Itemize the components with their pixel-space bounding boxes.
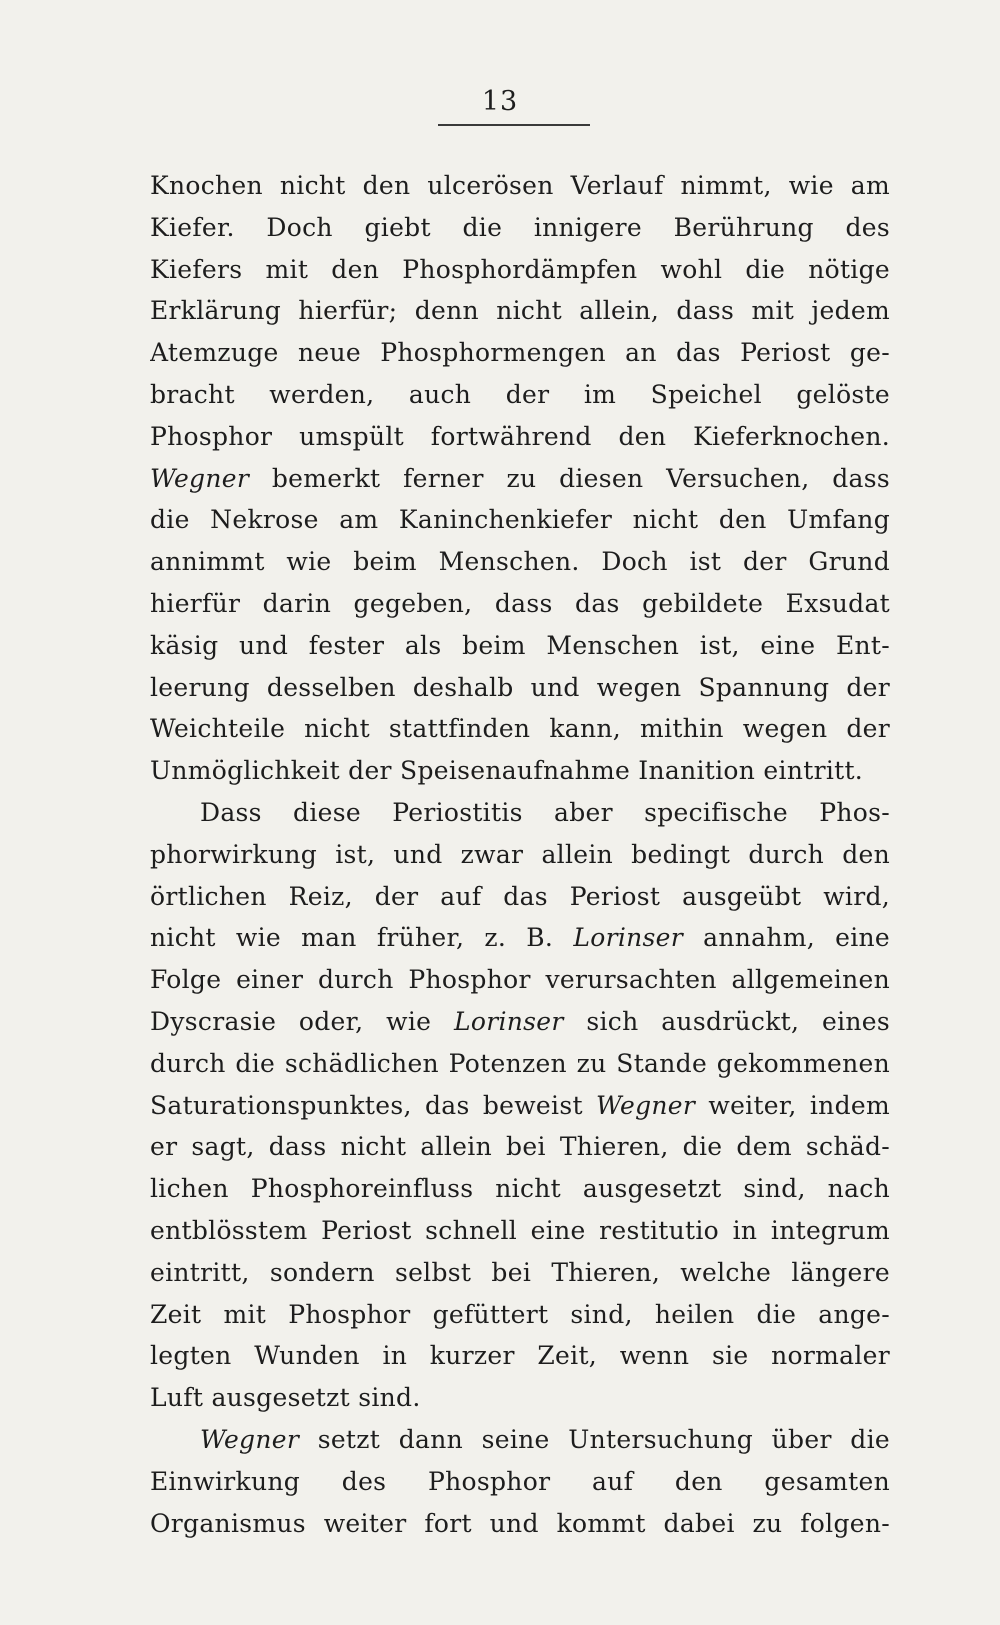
text-segment: lichen Phosphoreinfluss nicht ausgesetzt sind, nach (150, 1174, 890, 1204)
text-line (150, 1085, 890, 1127)
text-segment: durch die schädlichen Potenzen zu Stande gekommenen (150, 1048, 890, 1078)
text-line (150, 1001, 890, 1043)
text-line (150, 583, 890, 625)
text-line (150, 1126, 890, 1168)
text-line (150, 792, 890, 834)
text-line (150, 1419, 890, 1461)
text-segment: sich ausdrückt, eines (563, 1006, 890, 1036)
text-segment: Zeit mit Phosphor gefüttert sind, heilen die ange- (150, 1299, 890, 1329)
text-segment: bracht werden, auch der im Speichel gelöste (150, 379, 890, 409)
page-number: 13 (481, 86, 519, 117)
text-segment: Phosphor umspült fortwährend den Kieferknochen. (150, 421, 890, 451)
text-segment: örtlichen Reiz, der auf das Periost ausgeübt wird, (150, 881, 890, 911)
text-segment: legten Wunden in kurzer Zeit, wenn sie normaler (150, 1341, 890, 1371)
text-line (150, 708, 890, 750)
text-line (150, 374, 890, 416)
body-text (150, 165, 890, 1544)
text-line (150, 332, 890, 374)
text-segment: annimmt wie beim Menschen. Doch ist der Grund (150, 547, 890, 577)
text-line (150, 959, 890, 1001)
text-line (150, 1252, 890, 1294)
text-line (150, 1461, 890, 1503)
text-segment: Unmöglichkeit der Speisenaufnahme Inanition eintritt. (150, 756, 864, 786)
text-segment: käsig und fester als beim Menschen ist, eine Ent- (150, 630, 890, 660)
text-line (150, 499, 890, 541)
text-line (150, 667, 890, 709)
text-segment: Atemzuge neue Phosphormengen an das Periost ge- (150, 338, 890, 368)
text-line (150, 1503, 890, 1545)
text-line (150, 625, 890, 667)
text-line (150, 165, 890, 207)
text-line (150, 290, 890, 332)
text-segment: hierfür darin gegeben, dass das gebildete Exsudat (150, 588, 890, 618)
text-line (150, 416, 890, 458)
text-line (150, 917, 890, 959)
text-segment: er sagt, dass nicht allein bei Thieren, die dem schäd- (150, 1132, 890, 1162)
text-line (150, 876, 890, 918)
text-segment: Kiefers mit den Phosphordämpfen wohl die nötige (150, 254, 890, 284)
text-line (150, 1294, 890, 1336)
text-line (150, 834, 890, 876)
text-segment: die Nekrose am Kaninchenkiefer nicht den Umfang (150, 505, 890, 535)
text-segment: bemerkt ferner zu diesen Versuchen, dass (249, 463, 890, 493)
text-segment: Dass diese Periostitis aber specifische Phos- (200, 797, 890, 827)
text-segment: Einwirkung des Phosphor auf den gesamten (150, 1466, 890, 1496)
text-segment: entblösstem Periost schnell eine restitutio in integrum (150, 1215, 890, 1245)
text-segment: Luft ausgesetzt sind. (150, 1383, 421, 1413)
italic-name: Wegner (150, 463, 250, 493)
text-line (150, 541, 890, 583)
text-segment: phorwirkung ist, und zwar allein bedingt durch den (150, 839, 890, 869)
page-number-rule (438, 124, 590, 126)
italic-name: Lorinser (573, 923, 683, 953)
text-line (150, 1377, 890, 1419)
text-line (150, 750, 890, 792)
text-line (150, 207, 890, 249)
text-segment: Kiefer. Doch giebt die innigere Berührung des (150, 212, 890, 242)
text-segment: Organismus weiter fort und kommt dabei zu folgen- (150, 1508, 890, 1538)
italic-name: Wegner (200, 1424, 300, 1454)
text-line (150, 458, 890, 500)
text-segment: nicht wie man früher, z. B. (150, 923, 574, 953)
text-segment: Dyscrasie oder, wie (150, 1006, 454, 1036)
text-line (150, 1335, 890, 1377)
text-line (150, 1168, 890, 1210)
text-segment: leerung desselben deshalb und wegen Spannung der (150, 672, 890, 702)
text-line (150, 1043, 890, 1085)
text-segment: Saturationspunktes, das beweist (150, 1090, 597, 1120)
text-line (150, 249, 890, 291)
text-segment: weiter, indem (695, 1090, 890, 1120)
text-line (150, 1210, 890, 1252)
text-segment: setzt dann seine Untersuchung über die (299, 1424, 890, 1454)
text-segment: Weichteile nicht stattfinden kann, mithin wegen der (150, 714, 890, 744)
text-segment: Knochen nicht den ulcerösen Verlauf nimmt, wie am (150, 171, 890, 200)
text-segment: eintritt, sondern selbst bei Thieren, welche längere (150, 1257, 890, 1287)
text-segment: annahm, eine (683, 923, 890, 953)
text-segment: Erklärung hierfür; denn nicht allein, dass mit jedem (150, 296, 890, 326)
italic-name: Lorinser (453, 1006, 564, 1036)
text-segment: Folge einer durch Phosphor verursachten allgemeinen (150, 965, 890, 995)
italic-name: Wegner (596, 1090, 696, 1120)
